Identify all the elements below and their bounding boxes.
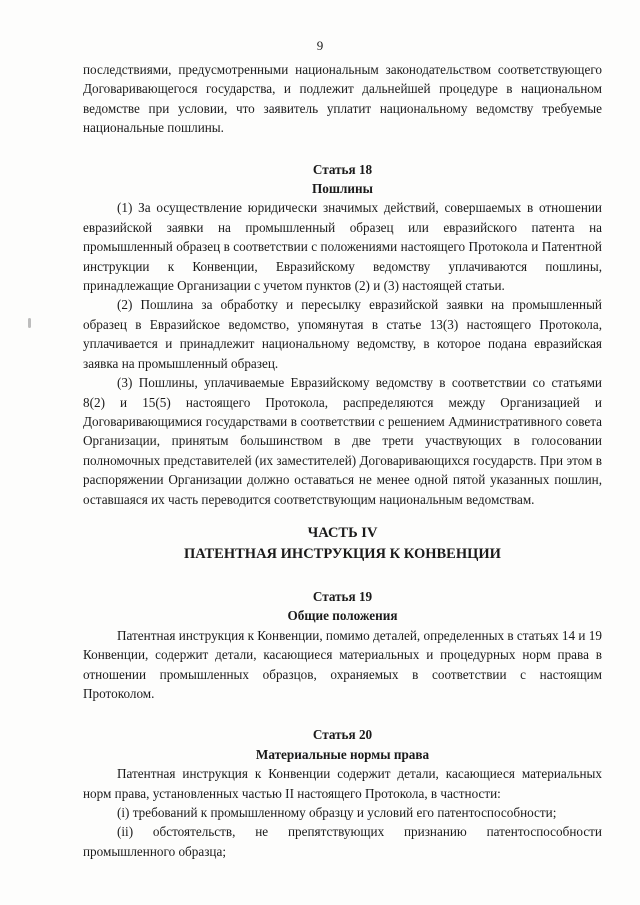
article-20-item-ii: (ii) обстоятельств, не препятствующих признанию патентоспособности промышленного образца; (83, 824, 602, 859)
article-18-title: Пошлины (312, 181, 373, 197)
article-20-title: Материальные нормы права (255, 746, 430, 762)
article-18-number: Статья 18 (312, 161, 373, 177)
part-4-title: ПАТЕНТНАЯ ИНСТРУКЦИЯ К КОНВЕНЦИИ (184, 545, 501, 562)
article-20-number: Статья 20 (312, 727, 373, 743)
article-19-title: Общие положения (287, 608, 398, 624)
intro-paragraph: последствиями, предусмотренными национальным законодательством соответствующего Договаривающегося государства, и подлежит дальнейшей процедуре в национальном ведомстве при условии, что заявитель уплатит национальному ведомству требуемые национальные пошлины. (83, 62, 602, 136)
article-18-paragraph-1: (1) За осуществление юридически значимых действий, совершаемых в отношении евразийской заявки на промышленный образец или евразийского патента на промышленный образец в соответствии с положениями настоящего Протокола и Патентной инструкции к Конвенции, Евразийскому ведомству уплачиваются пошлины, принадлежащие Организации с учетом пунктов (2) и (3) настоящей статьи. (83, 200, 602, 294)
part-4-label: ЧАСТЬ IV (307, 524, 378, 541)
article-19-paragraph-1: Патентная инструкция к Конвенции, помимо деталей, определенных в статьях 14 и 19 Конвенции, содержит детали, касающиеся материальных и процедурных норм права в отношении промышленных образцов, охраняемых в соответствии с настоящим Протоколом. (83, 627, 602, 701)
page-number: 9 (316, 38, 324, 53)
article-20-paragraph-1: Патентная инструкция к Конвенции содержит детали, касающиеся материальных норм права, установленных частью II настоящего Протокола, в частности: (83, 766, 602, 801)
article-18-paragraph-2: (2) Пошлина за обработку и пересылку евразийской заявки на промышленный образец в Евразийское ведомство, упомянутая в статье 13(3) настоящего Протокола, уплачивается и принадлежит национальному ведомству, в которое подана евразийская заявка на промышленный образец. (83, 297, 602, 371)
article-19-number: Статья 19 (312, 588, 373, 604)
article-18-paragraph-3: (3) Пошлины, уплачиваемые Евразийскому ведомству в соответствии со статьями 8(2) и 15(5) настоящего Протокола, распределяются между Организацией и Договаривающимися государствами в соответствии с решением Административного совета Организации, принятым большинством в две трети участвующих в голосовании полномочных представителей (их заместителей) Договаривающихся государств. При этом в распоряжении Организации должно оставаться не менее одной пятой указанных пошлин, оставшаяся их часть переводится соответствующим национальным ведомствам. (83, 375, 602, 507)
article-20-item-i: (i) требований к промышленному образцу и условий его патентоспособности; (117, 805, 557, 820)
scan-artifact (28, 318, 31, 328)
page-content (83, 60, 602, 861)
